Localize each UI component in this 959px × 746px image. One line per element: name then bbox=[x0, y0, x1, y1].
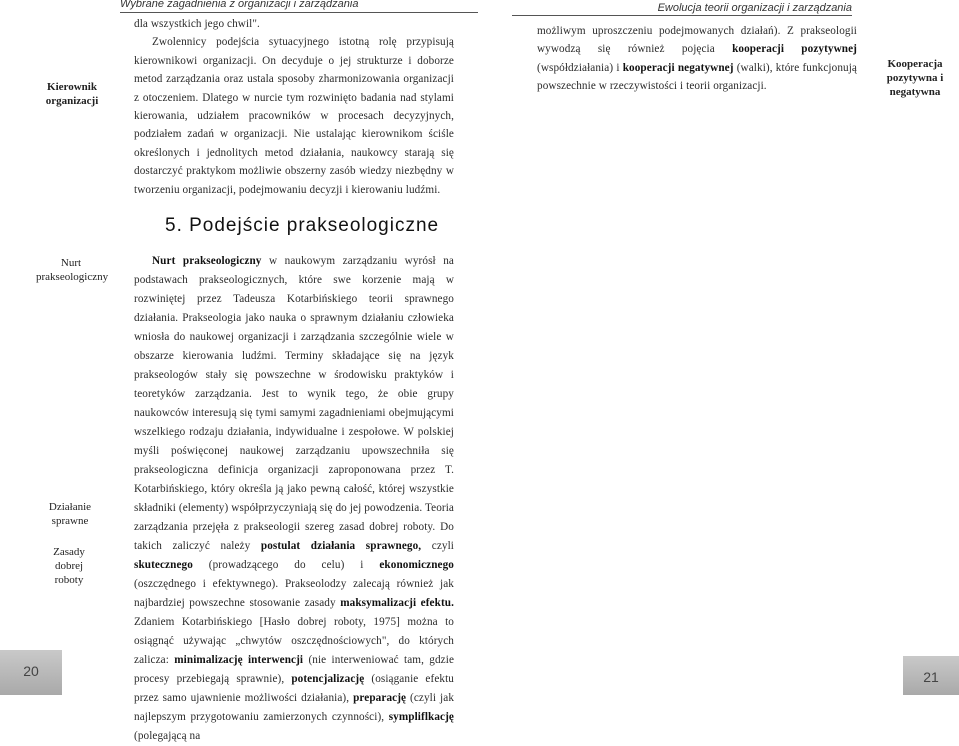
section-title: 5. Podejście prakseologiczne bbox=[165, 215, 440, 236]
margin-note-dzialanie: Działanie sprawne bbox=[48, 501, 92, 527]
main-text-block bbox=[134, 252, 454, 746]
margin-note-kooperacja: Kooperacja pozytywna i negatywna bbox=[886, 58, 944, 98]
top-left-text-block bbox=[134, 15, 454, 199]
margin-note-zasady: Zasady dobrej roboty bbox=[53, 546, 85, 586]
top-right-text-block bbox=[537, 22, 857, 96]
paragraph: możliwym uproszczeniu podejmowanych działań). Z prakseologii wywodzą się również pojęcia kooperacji pozytywnej (współdziałania) i kooperacji negatywnej (walki), które funkcjonują powszechnie w rzeczywistości i teorii organizacji. bbox=[537, 25, 857, 93]
running-header-left: Wybrane zagadnienia z organizacji i zarządzania bbox=[120, 0, 478, 13]
margin-note-kierownik: Kierownik organizacji bbox=[45, 81, 99, 107]
page-number-right: 21 bbox=[903, 656, 959, 695]
paragraph: dla wszystkich jego chwil". bbox=[134, 18, 260, 30]
paragraph: Nurt prakseologiczny w naukowym zarządzaniu wyrósł na podstawach prakseologicznych, które swe korzenie mają w rozwiniętej przez Tadeusza Kotarbińskiego teorii sprawnego działania. Prakseologia jako nauka o sprawnym działaniu człowieka wniosła do naukowej organizacji i zarządzania szczególnie wiele w obszarze kierowania ludźmi. Terminy składające się na język prakseologów stały się powszechne w środowisku praktyków i teoretyków zarządzania. Jest to wynik tego, że obie grupy naukowców interesują się tymi samymi zagadnieniami obejmującymi wszelkiego rodzaju działania, indywidualne i zespołowe. W polskiej myśli poświęconej naukowej zarządzaniu upowszechniła się prakseologiczna definicja organizacji zaproponowana przez T. Kotarbińskiego, który określa ją jako pewną całość, której wszystkie składniki (elementy) współprzyczyniają się do jej powodzenia. Teoria zarządzania przejęła z prakseologii szereg zasad dobrej roboty. Do takich zaliczyć należy postulat działania sprawnego, czyli skutecznego (prowadzącego do celu) i ekonomicznego (oszczędnego i efektywnego). Prakseolodzy zalecają również jak najbardziej powszechne stosowanie zasady maksymalizacji efektu. Zdaniem Kotarbińskiego [Hasło dobrej roboty, 1975] można to osiągnąć używając „chwytów oszczędnościowych", do których zalicza: minimalizację interwencji (nie interweniować tam, gdzie procesy przebiegają sprawnie), potencjalizację (osiąganie efektu przez samo ujawnienie możliwości działania), preparację (czyli jak najlepszym przygotowaniu zamierzonych czynności), sympliflkację (polegającą na bbox=[134, 255, 455, 742]
page-number-left: 20 bbox=[0, 650, 62, 695]
margin-note-nurt: Nurt prakseologiczny bbox=[36, 257, 109, 283]
paragraph: Zwolennicy podejścia sytuacyjnego istotną rolę przypisują kierownikowi organizacji. On decyduje o jej strukturze i doborze metod zarządzania oraz ustala sposoby zharmonizowania organizacji z otoczeniem. Dlatego w nurcie tym rozwinięto badania nad stylami kierowania, udziałem pracowników w procesach decyzyjnych, podziałem zadań w organizacji. Nie ustalając kierownikom ściśle określonych i jednolitych metod działania, naukowcy starają się dostarczyć praktykom możliwie obszerny zasób wiedzy niezbędny w tworzeniu organizacji, podejmowaniu decyzji i kierowaniu ludźmi. bbox=[134, 36, 454, 196]
running-header-right: Ewolucja teorii organizacji i zarządzania bbox=[512, 2, 852, 16]
